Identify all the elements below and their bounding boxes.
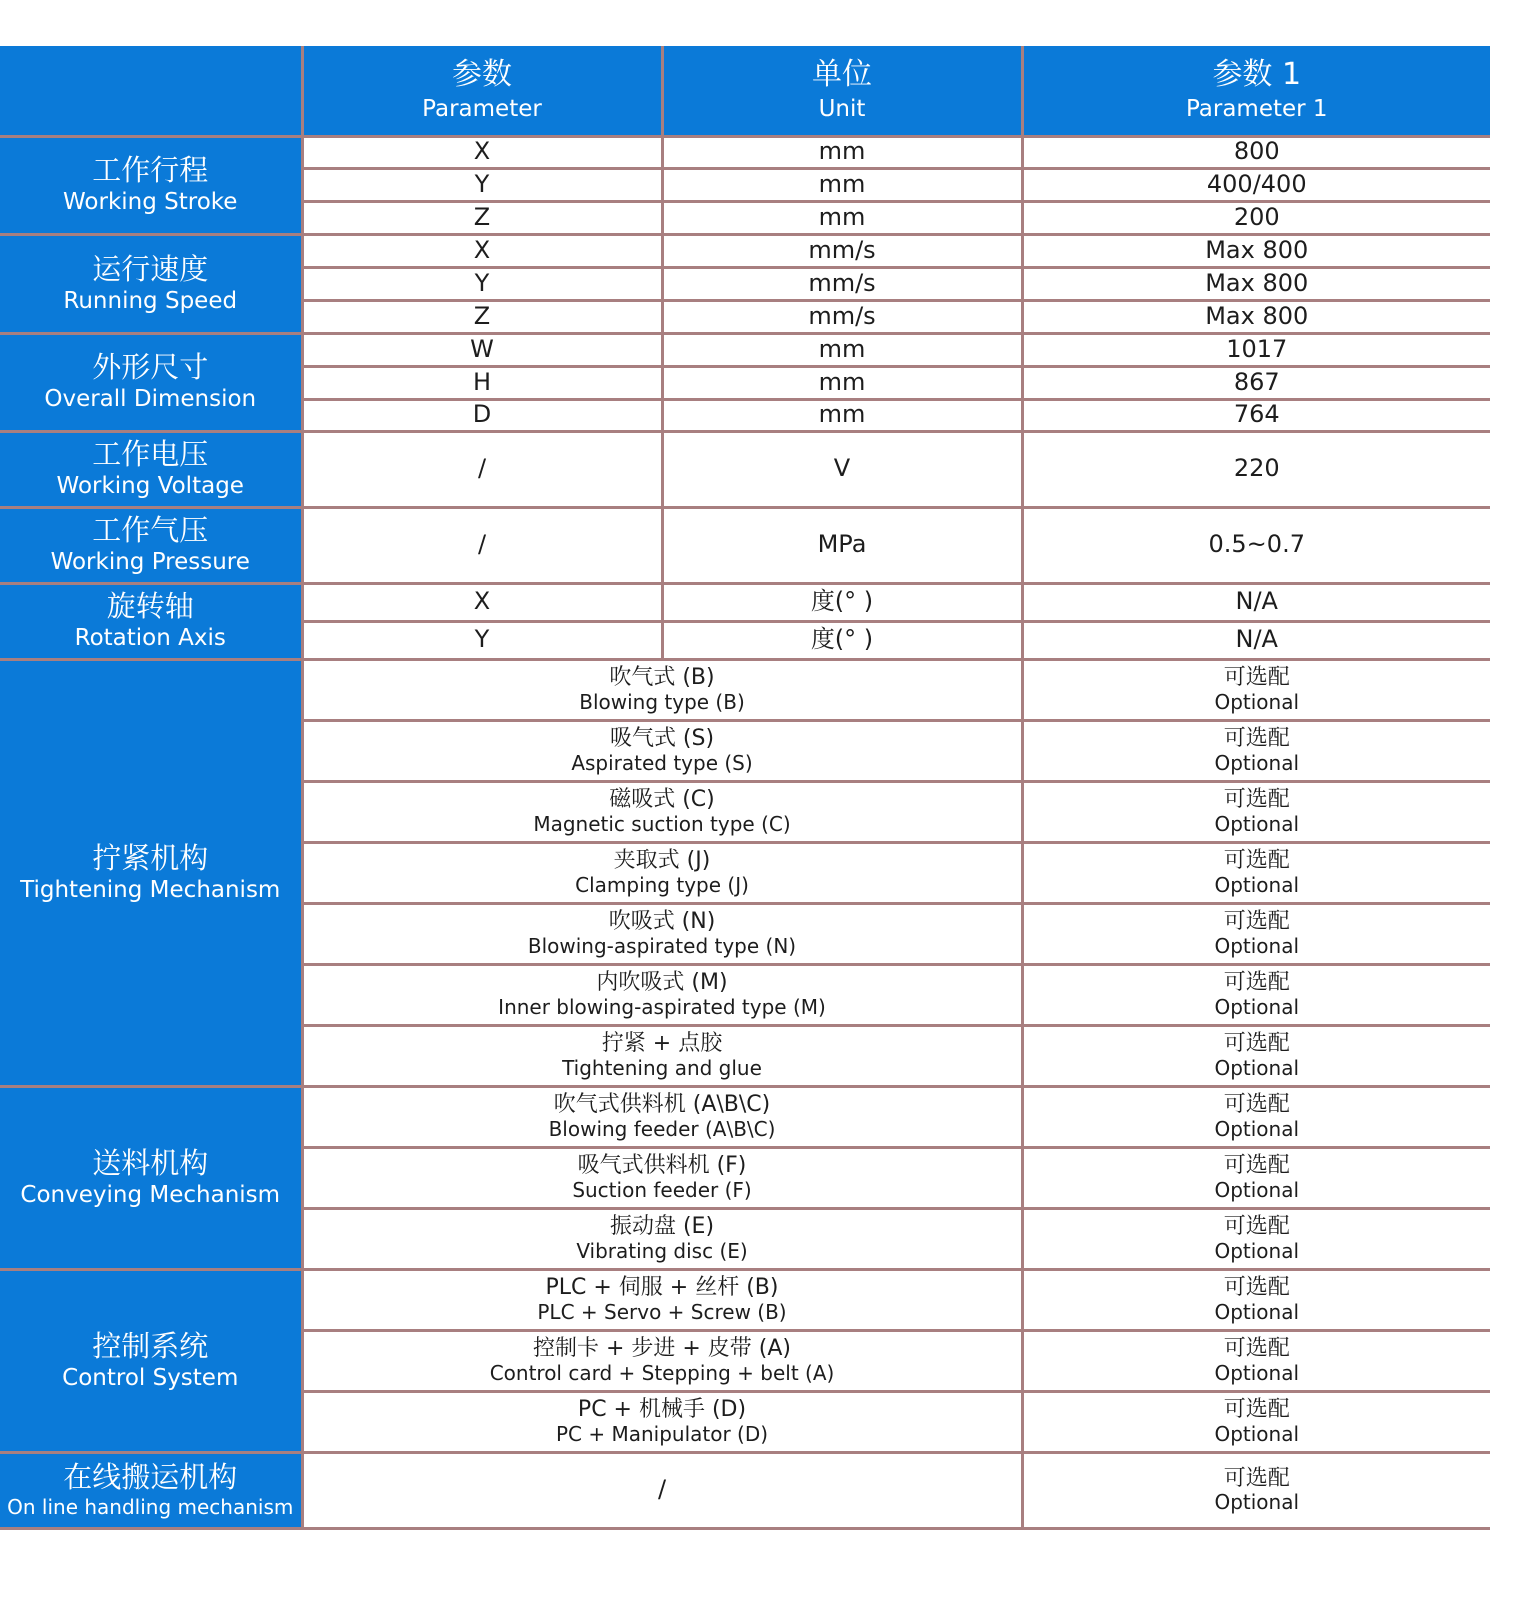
value-cell: 200 — [1022, 201, 1490, 234]
mechanism-zh: PLC + 伺服 + 丝杆 (B) — [545, 1275, 779, 1301]
optional-cell — [1022, 1086, 1490, 1147]
optional-zh: 可选配 — [1223, 787, 1290, 813]
table-row — [0, 431, 1490, 507]
category-zh: 控制系统 — [92, 1328, 209, 1363]
mechanism-cell — [302, 903, 1022, 964]
optional-zh: 可选配 — [1223, 1275, 1290, 1301]
category-en: Running Speed — [63, 287, 238, 314]
value-cell: 867 — [1022, 366, 1490, 399]
category-overall-dimension — [0, 333, 302, 431]
category-zh: 工作气压 — [92, 513, 209, 548]
optional-en: Optional — [1214, 1116, 1300, 1141]
category-en: Working Pressure — [50, 549, 250, 576]
optional-cell — [1022, 1208, 1490, 1269]
param-cell: X — [302, 136, 662, 168]
param-cell: X — [302, 583, 662, 621]
header-unit-zh: 单位 — [812, 56, 872, 92]
optional-zh: 可选配 — [1223, 665, 1290, 691]
mechanism-cell — [302, 842, 1022, 903]
optional-cell — [1022, 659, 1490, 720]
mechanism-en: Blowing-aspirated type (N) — [527, 933, 797, 958]
optional-en: Optional — [1214, 1421, 1300, 1446]
mechanism-en: Inner blowing-aspirated type (M) — [498, 994, 826, 1019]
mechanism-zh: 吹气式 (B) — [609, 665, 715, 691]
category-zh: 外形尺寸 — [92, 350, 209, 385]
table-row — [0, 1269, 1490, 1330]
value-cell: Max 800 — [1022, 234, 1490, 267]
mechanism-cell — [302, 1391, 1022, 1452]
table-row — [0, 1086, 1490, 1147]
mechanism-cell — [302, 781, 1022, 842]
optional-zh: 可选配 — [1223, 909, 1290, 935]
category-working-voltage — [0, 431, 302, 507]
value-cell: N/A — [1022, 621, 1490, 659]
unit-cell: V — [662, 431, 1022, 507]
mechanism-cell — [302, 1269, 1022, 1330]
param-cell: / — [302, 507, 662, 583]
mechanism-cell — [302, 1147, 1022, 1208]
mechanism-cell — [302, 659, 1022, 720]
param-cell: Y — [302, 267, 662, 300]
category-en: Conveying Mechanism — [20, 1181, 281, 1208]
mechanism-cell — [302, 1025, 1022, 1086]
header-unit-en: Unit — [818, 96, 866, 123]
mechanism-en: Vibrating disc (E) — [576, 1238, 748, 1263]
optional-zh: 可选配 — [1223, 726, 1290, 752]
category-zh: 在线搬运机构 — [63, 1459, 238, 1494]
mechanism-en: Blowing feeder (A\B\C) — [548, 1116, 776, 1141]
optional-en: Optional — [1214, 1490, 1300, 1515]
table-row — [0, 333, 1490, 366]
mechanism-zh: 吹吸式 (N) — [608, 909, 716, 935]
optional-zh: 可选配 — [1223, 1214, 1290, 1240]
table-row — [0, 136, 1490, 168]
unit-cell: mm/s — [662, 300, 1022, 333]
table-row — [0, 1452, 1490, 1528]
header-param1 — [1022, 46, 1490, 136]
spec-table — [0, 46, 1490, 1530]
table-row — [0, 583, 1490, 621]
category-zh: 运行速度 — [92, 251, 209, 286]
optional-zh: 可选配 — [1223, 1031, 1290, 1057]
category-working-pressure — [0, 507, 302, 583]
category-zh: 拧紧机构 — [92, 840, 209, 875]
optional-cell — [1022, 1025, 1490, 1086]
value-cell: 764 — [1022, 399, 1490, 431]
mechanism-zh: 内吹吸式 (M) — [596, 970, 728, 996]
optional-zh: 可选配 — [1223, 970, 1290, 996]
optional-cell — [1022, 1269, 1490, 1330]
mechanism-en: Blowing type (B) — [579, 689, 745, 714]
category-en: Working Voltage — [56, 473, 244, 500]
mechanism-zh: 磁吸式 (C) — [609, 787, 715, 813]
param-cell: Y — [302, 168, 662, 201]
value-cell: 800 — [1022, 136, 1490, 168]
optional-en: Optional — [1214, 933, 1300, 958]
mechanism-cell — [302, 1086, 1022, 1147]
optional-cell — [1022, 720, 1490, 781]
param-cell: Z — [302, 300, 662, 333]
unit-cell: mm — [662, 201, 1022, 234]
unit-cell: MPa — [662, 507, 1022, 583]
optional-cell — [1022, 842, 1490, 903]
param-cell: Y — [302, 621, 662, 659]
optional-cell — [1022, 1330, 1490, 1391]
optional-cell — [1022, 964, 1490, 1025]
header-unit — [662, 46, 1022, 136]
category-zh: 旋转轴 — [106, 589, 194, 624]
header-param1-zh: 参数 1 — [1212, 56, 1302, 92]
optional-zh: 可选配 — [1223, 848, 1290, 874]
category-en: Control System — [62, 1364, 239, 1391]
mechanism-en: Magnetic suction type (C) — [533, 811, 791, 836]
table-row — [0, 507, 1490, 583]
mechanism-zh: 振动盘 (E) — [609, 1214, 715, 1240]
unit-cell: 度(° ) — [662, 583, 1022, 621]
mechanism-zh: 吹气式供料机 (A\B\C) — [553, 1092, 771, 1118]
value-cell: 220 — [1022, 431, 1490, 507]
table-row — [0, 659, 1490, 720]
optional-zh: 可选配 — [1223, 1153, 1290, 1179]
mechanism-zh: 控制卡 + 步进 + 皮带 (A) — [532, 1336, 792, 1362]
unit-cell: mm/s — [662, 267, 1022, 300]
category-en: Tightening Mechanism — [20, 876, 281, 903]
optional-en: Optional — [1214, 750, 1300, 775]
value-cell: 400/400 — [1022, 168, 1490, 201]
category-en: Rotation Axis — [74, 625, 226, 652]
mechanism-en: Suction feeder (F) — [572, 1177, 752, 1202]
mechanism-cell — [302, 1330, 1022, 1391]
param-cell: Z — [302, 201, 662, 234]
mechanism-en: Control card + Stepping + belt (A) — [489, 1360, 835, 1385]
category-zh: 工作行程 — [92, 153, 209, 188]
header-parameter — [302, 46, 662, 136]
category-en: Working Stroke — [63, 189, 238, 216]
mechanism-en: Tightening and glue — [562, 1055, 762, 1080]
category-running-speed — [0, 234, 302, 333]
category-control-system — [0, 1269, 302, 1452]
header-parameter-zh: 参数 — [452, 56, 512, 92]
optional-cell — [1022, 1391, 1490, 1452]
mechanism-cell — [302, 1208, 1022, 1269]
optional-cell — [1022, 903, 1490, 964]
optional-zh: 可选配 — [1223, 1336, 1290, 1362]
optional-zh: 可选配 — [1223, 1397, 1290, 1423]
mechanism-cell — [302, 720, 1022, 781]
mechanism-en: Clamping type (J) — [575, 872, 749, 897]
param-cell: W — [302, 333, 662, 366]
category-online-handling — [0, 1452, 302, 1528]
header-blank — [0, 46, 302, 136]
unit-cell: mm/s — [662, 234, 1022, 267]
mechanism-zh: 拧紧 + 点胶 — [601, 1031, 723, 1057]
table-row — [0, 234, 1490, 267]
category-en: Overall Dimension — [44, 386, 257, 413]
mechanism-cell — [302, 964, 1022, 1025]
mechanism-cell: / — [302, 1452, 1022, 1528]
optional-en: Optional — [1214, 1360, 1300, 1385]
category-zh: 工作电压 — [92, 437, 209, 472]
unit-cell: mm — [662, 168, 1022, 201]
mechanism-en: Aspirated type (S) — [571, 750, 753, 775]
category-zh: 送料机构 — [92, 1145, 209, 1180]
optional-zh: 可选配 — [1223, 1092, 1290, 1118]
optional-en: Optional — [1214, 1299, 1300, 1324]
optional-en: Optional — [1214, 1055, 1300, 1080]
optional-cell — [1022, 1147, 1490, 1208]
mechanism-en: PLC + Servo + Screw (B) — [537, 1299, 787, 1324]
category-working-stroke — [0, 136, 302, 234]
optional-en: Optional — [1214, 811, 1300, 836]
param-cell: H — [302, 366, 662, 399]
mechanism-zh: 夹取式 (J) — [613, 848, 711, 874]
header-parameter-en: Parameter — [422, 96, 542, 123]
mechanism-zh: 吸气式 (S) — [609, 726, 715, 752]
param-cell: X — [302, 234, 662, 267]
category-en: On line handling mechanism — [7, 1495, 294, 1520]
optional-cell — [1022, 1452, 1490, 1528]
value-cell: Max 800 — [1022, 300, 1490, 333]
value-cell: 1017 — [1022, 333, 1490, 366]
value-cell: Max 800 — [1022, 267, 1490, 300]
category-rotation-axis — [0, 583, 302, 659]
unit-cell: mm — [662, 366, 1022, 399]
category-conveying-mechanism — [0, 1086, 302, 1269]
optional-en: Optional — [1214, 689, 1300, 714]
header-row — [0, 46, 1490, 136]
mechanism-zh: PC + 机械手 (D) — [577, 1397, 747, 1423]
mechanism-en: PC + Manipulator (D) — [555, 1421, 769, 1446]
unit-cell: mm — [662, 399, 1022, 431]
header-param1-en: Parameter 1 — [1185, 96, 1328, 123]
optional-cell — [1022, 781, 1490, 842]
optional-en: Optional — [1214, 872, 1300, 897]
mechanism-zh: 吸气式供料机 (F) — [577, 1153, 747, 1179]
optional-zh: 可选配 — [1223, 1465, 1290, 1491]
unit-cell: mm — [662, 136, 1022, 168]
optional-en: Optional — [1214, 1238, 1300, 1263]
optional-en: Optional — [1214, 1177, 1300, 1202]
optional-en: Optional — [1214, 994, 1300, 1019]
param-cell: / — [302, 431, 662, 507]
unit-cell: mm — [662, 333, 1022, 366]
param-cell: D — [302, 399, 662, 431]
value-cell: N/A — [1022, 583, 1490, 621]
unit-cell: 度(° ) — [662, 621, 1022, 659]
category-tightening-mechanism — [0, 659, 302, 1086]
value-cell: 0.5~0.7 — [1022, 507, 1490, 583]
